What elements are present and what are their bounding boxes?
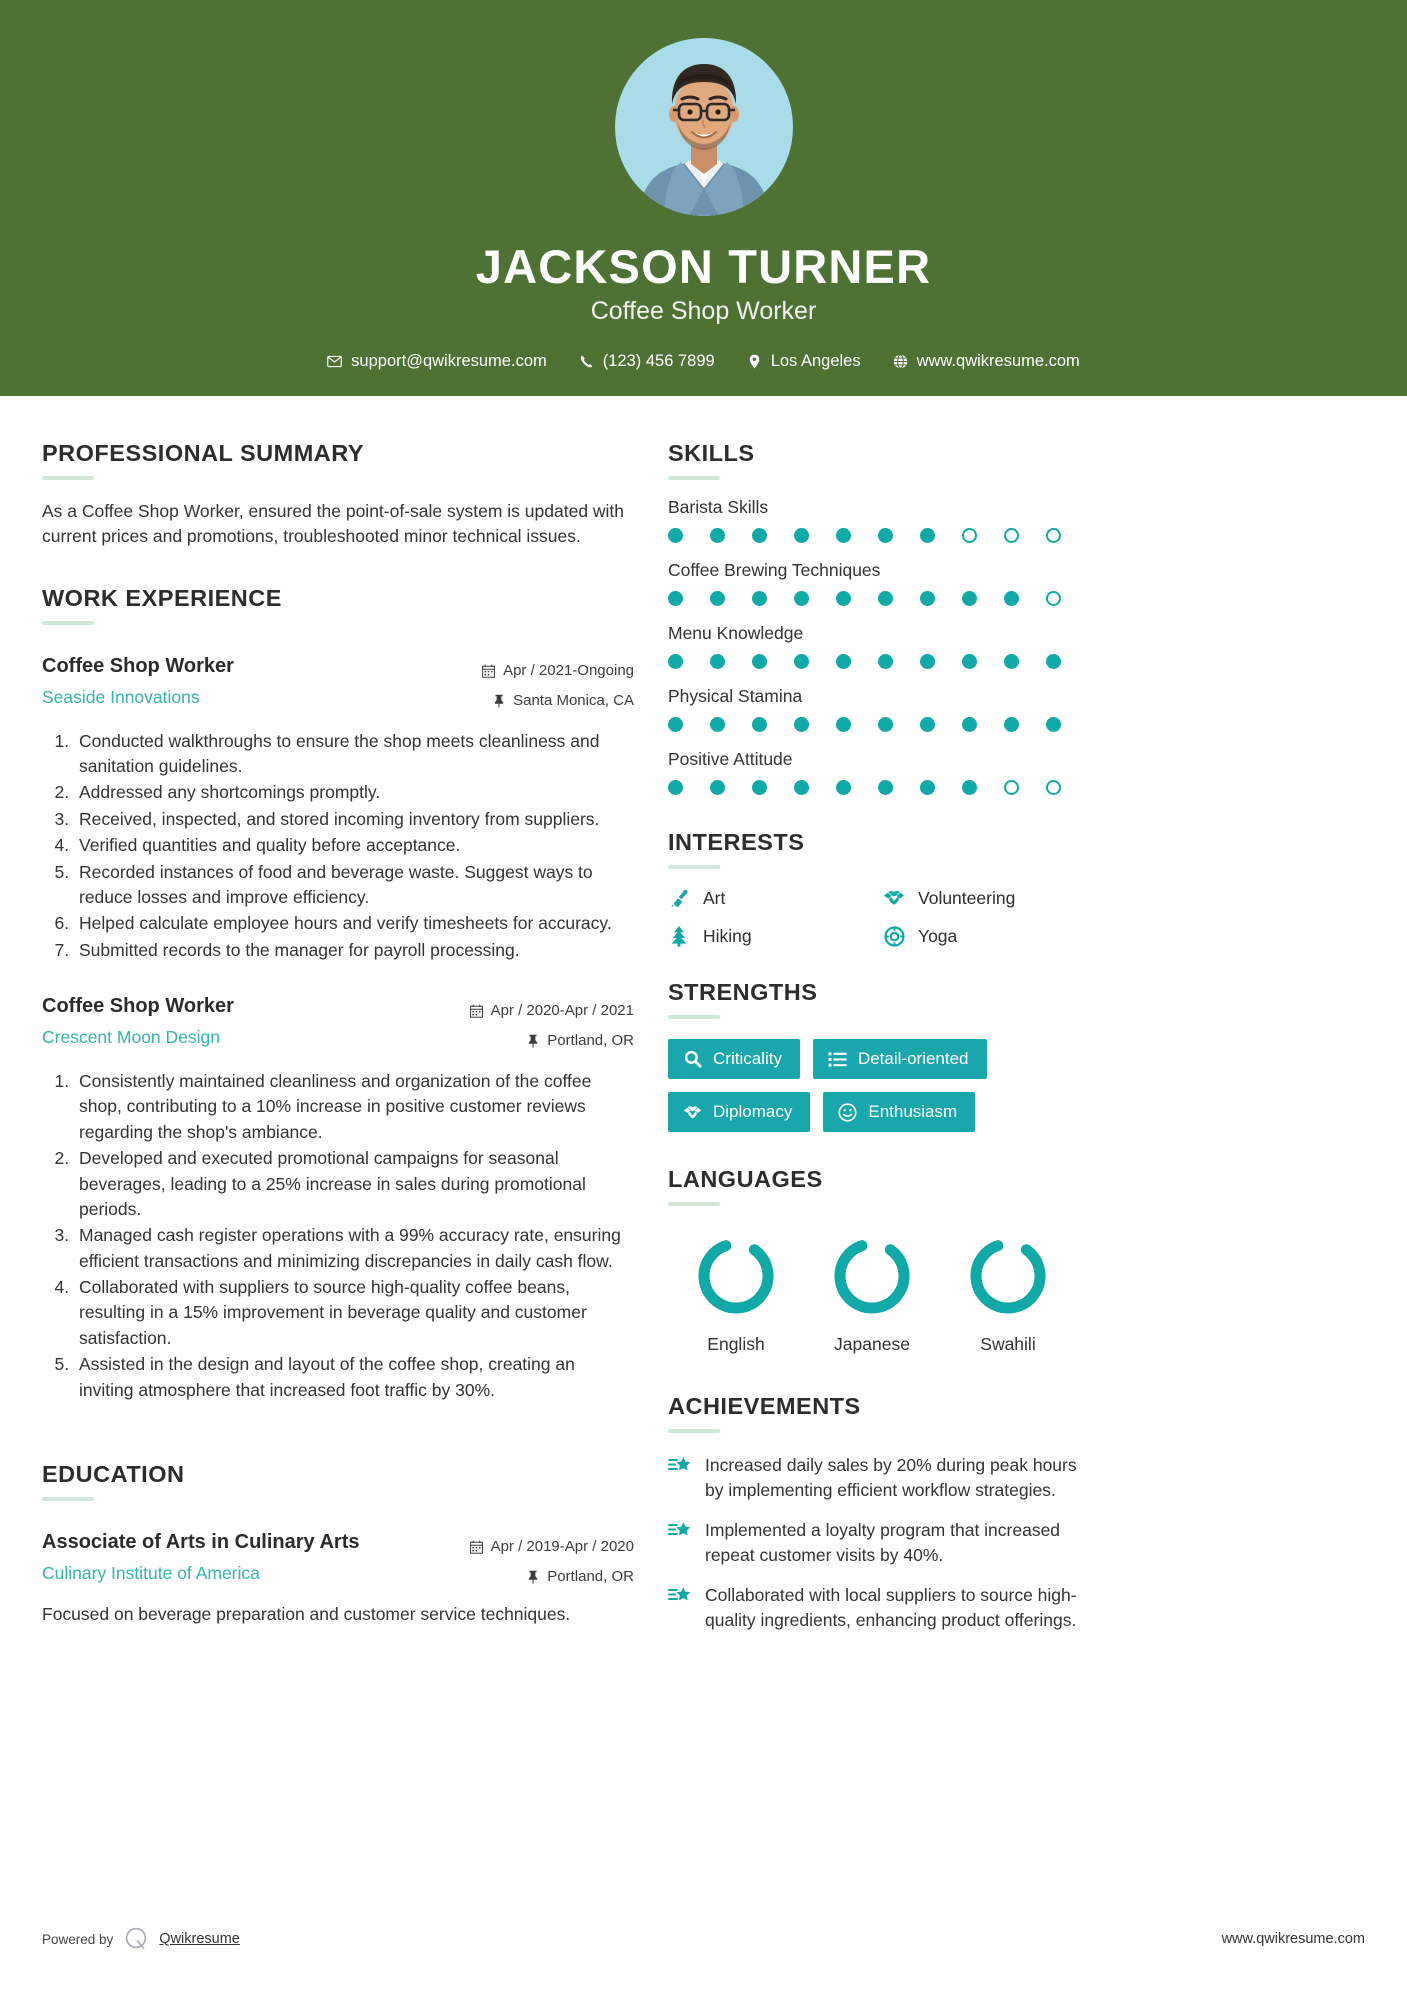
footer-powered-by xyxy=(42,1926,240,1952)
rating-dot-filled xyxy=(878,591,893,606)
strengths-list xyxy=(668,1039,1088,1132)
rating-dot-filled xyxy=(752,654,767,669)
paintbrush-icon xyxy=(668,887,690,909)
job-company[interactable]: Crescent Moon Design xyxy=(42,1027,220,1048)
achievement-text: Collaborated with local suppliers to source high-quality ingredients, enhancing product offerings. xyxy=(705,1585,1077,1630)
job-bullets xyxy=(42,1069,634,1403)
avatar xyxy=(615,38,793,216)
list-item: 7. Submitted records to the manager for payroll processing. xyxy=(74,938,634,963)
rating-dot-filled xyxy=(878,528,893,543)
interest-label: Yoga xyxy=(918,925,958,946)
rating-dot-filled xyxy=(794,528,809,543)
job-role: Coffee Shop Worker xyxy=(42,654,234,677)
rating-dot-filled xyxy=(668,591,683,606)
language-label: English xyxy=(707,1334,765,1354)
strength-label: Detail-oriented xyxy=(857,1049,969,1068)
section-skills xyxy=(668,440,1088,795)
rating-dot-filled xyxy=(878,654,893,669)
education-entry xyxy=(42,1529,634,1627)
section-rule xyxy=(42,476,94,480)
qwikresume-logo-icon xyxy=(123,1926,149,1952)
rating-dot-empty xyxy=(1046,528,1061,543)
job-date-text: Apr / 2020-Apr / 2021 xyxy=(490,1002,634,1020)
interest-label: Art xyxy=(703,887,726,908)
achievement-text: Increased daily sales by 20% during peak hours by implementing efficient workflow strategies. xyxy=(705,1455,1077,1500)
section-heading: PROFESSIONAL SUMMARY xyxy=(42,440,365,466)
rating-dot-filled xyxy=(668,654,683,669)
right-column xyxy=(668,440,1088,1648)
rating-dot-filled xyxy=(710,528,725,543)
contact-phone-text: (123) 456 7899 xyxy=(602,352,715,371)
list-item: 3. Received, inspected, and stored incoming inventory from suppliers. xyxy=(74,807,634,832)
contact-website-text: www.qwikresume.com xyxy=(916,352,1080,371)
language-ring xyxy=(692,1232,780,1320)
job-date xyxy=(470,996,634,1026)
rating-dot-empty xyxy=(962,528,977,543)
languages-list xyxy=(668,1232,1088,1355)
rating-dot-filled xyxy=(668,780,683,795)
globe-icon xyxy=(893,354,908,369)
rating-dot-filled xyxy=(1004,654,1019,669)
summary-text: As a Coffee Shop Worker, ensured the point-of-sale system is updated with current prices and promotions, troubleshooted minor technical issues. xyxy=(42,501,625,546)
skill-rating xyxy=(668,591,1088,606)
footer-powered-label: Powered by xyxy=(42,1931,114,1947)
rating-dot-filled xyxy=(836,591,851,606)
skill-name: Menu Knowledge xyxy=(668,623,804,643)
section-heading: WORK EXPERIENCE xyxy=(42,584,282,611)
strength-label: Diplomacy xyxy=(713,1102,793,1121)
page-title: JACKSON TURNER xyxy=(475,240,932,293)
list-item: 2. Developed and executed promotional campaigns for seasonal beverages, leading to a 25% increase in sales during promotional periods. xyxy=(74,1146,634,1222)
work-entry xyxy=(42,993,634,1403)
skill-rating xyxy=(668,654,1088,669)
section-achievements xyxy=(668,1393,1088,1632)
skill-name: Barista Skills xyxy=(668,497,769,517)
education-school[interactable]: Culinary Institute of America xyxy=(42,1562,260,1583)
skill-item xyxy=(668,623,1088,669)
section-heading: STRENGTHS xyxy=(668,979,818,1005)
strength-badge-diplomacy xyxy=(668,1092,810,1132)
section-rule xyxy=(668,865,720,869)
rating-dot-filled xyxy=(668,717,683,732)
skill-item xyxy=(668,560,1088,606)
avatar-photo xyxy=(615,38,793,216)
contact-website[interactable] xyxy=(877,352,1096,371)
rating-dot-filled xyxy=(836,654,851,669)
rating-dot-filled xyxy=(878,780,893,795)
section-rule xyxy=(668,1429,720,1433)
calendar-icon xyxy=(470,1540,483,1554)
education-date-text: Apr / 2019-Apr / 2020 xyxy=(490,1537,634,1555)
language-item xyxy=(668,1232,804,1355)
resume-header xyxy=(0,0,1407,396)
left-column xyxy=(42,440,634,1648)
achievement-text: Implemented a loyalty program that increased repeat customer visits by 40%. xyxy=(705,1520,1061,1565)
footer-brand-link[interactable]: Qwikresume xyxy=(159,1931,240,1947)
tree-icon xyxy=(668,925,690,947)
interest-item-art xyxy=(668,887,873,909)
interest-label: Volunteering xyxy=(918,887,1016,908)
rating-dot-filled xyxy=(962,717,977,732)
section-education xyxy=(42,1461,634,1627)
rating-dot-filled xyxy=(962,591,977,606)
strength-label: Enthusiasm xyxy=(868,1102,958,1121)
rating-dot-filled xyxy=(710,591,725,606)
contact-location xyxy=(731,352,877,371)
calendar-icon xyxy=(482,664,495,678)
pushpin-icon xyxy=(526,1570,539,1584)
rating-dot-filled xyxy=(920,654,935,669)
interests-grid xyxy=(668,887,1088,947)
language-ring xyxy=(964,1232,1052,1320)
section-heading: LANGUAGES xyxy=(668,1166,823,1192)
rating-dot-filled xyxy=(962,654,977,669)
star-badge-icon xyxy=(668,1455,692,1479)
list-item: 1. Consistently maintained cleanliness and organization of the coffee shop, contributing to a 10% increase in positive customer reviews regarding the shop's ambiance. xyxy=(74,1069,634,1145)
rating-dot-filled xyxy=(794,717,809,732)
section-rule xyxy=(668,1202,720,1206)
job-company[interactable]: Seaside Innovations xyxy=(42,686,200,707)
strength-badge-detail-oriented xyxy=(813,1039,987,1079)
rating-dot-filled xyxy=(752,780,767,795)
rating-dot-filled xyxy=(794,780,809,795)
strength-label: Criticality xyxy=(713,1049,782,1068)
job-location-text: Santa Monica, CA xyxy=(513,691,634,709)
section-work-experience xyxy=(42,585,634,1403)
interest-label: Hiking xyxy=(703,925,752,946)
handshake-icon xyxy=(683,1103,702,1122)
rating-dot-filled xyxy=(710,717,725,732)
rating-dot-empty xyxy=(1004,780,1019,795)
list-item: 3. Managed cash register operations with a 99% accuracy rate, ensuring efficient transactions and minimizing discrepancies in daily cash flow. xyxy=(74,1223,634,1274)
education-degree: Associate of Arts in Culinary Arts xyxy=(42,1530,360,1553)
pushpin-icon xyxy=(492,694,505,708)
interest-item-volunteering xyxy=(883,887,1088,909)
rating-dot-empty xyxy=(1046,591,1061,606)
skill-rating xyxy=(668,528,1088,543)
job-location xyxy=(470,1026,634,1056)
star-badge-icon xyxy=(668,1520,692,1544)
job-location-text: Portland, OR xyxy=(547,1032,634,1050)
job-bullets xyxy=(42,729,634,963)
section-interests xyxy=(668,829,1088,947)
list-item: 6. Helped calculate employee hours and verify timesheets for accuracy. xyxy=(74,911,634,936)
work-entry xyxy=(42,653,634,963)
rating-dot-filled xyxy=(752,717,767,732)
rating-dot-filled xyxy=(668,528,683,543)
rating-dot-filled xyxy=(752,591,767,606)
language-label: Swahili xyxy=(980,1334,1036,1354)
rating-dot-filled xyxy=(920,528,935,543)
contact-email-text: support@qwikresume.com xyxy=(351,352,547,371)
list-icon xyxy=(828,1050,847,1069)
language-item xyxy=(940,1232,1076,1355)
smiley-icon xyxy=(838,1103,857,1122)
rating-dot-filled xyxy=(1004,717,1019,732)
interest-item-yoga xyxy=(883,925,1088,947)
rating-dot-filled xyxy=(1046,717,1061,732)
rating-dot-filled xyxy=(920,717,935,732)
list-item: 5. Recorded instances of food and beverage waste. Suggest ways to reduce losses and improve efficiency. xyxy=(74,860,634,911)
pushpin-icon xyxy=(526,1034,539,1048)
contact-email[interactable] xyxy=(311,352,563,371)
contact-phone[interactable] xyxy=(563,352,731,371)
interest-item-hiking xyxy=(668,925,873,947)
language-ring xyxy=(828,1232,916,1320)
rating-dot-filled xyxy=(920,591,935,606)
resume-footer xyxy=(0,1926,1407,1952)
star-badge-icon xyxy=(668,1585,692,1609)
rating-dot-empty xyxy=(1004,528,1019,543)
education-description: Focused on beverage preparation and customer service techniques. xyxy=(42,1603,571,1624)
skill-name: Physical Stamina xyxy=(668,686,803,706)
handshake-icon xyxy=(883,887,905,909)
search-icon xyxy=(683,1050,702,1069)
rating-dot-filled xyxy=(878,717,893,732)
mail-icon xyxy=(327,354,342,369)
skill-item xyxy=(668,686,1088,732)
language-item xyxy=(804,1232,940,1355)
list-item: 5. Assisted in the design and layout of the coffee shop, creating an inviting atmosphere that increased foot traffic by 30%. xyxy=(74,1352,634,1403)
contact-location-text: Los Angeles xyxy=(770,352,861,371)
strength-badge-criticality xyxy=(668,1039,800,1079)
rating-dot-filled xyxy=(710,780,725,795)
section-heading: ACHIEVEMENTS xyxy=(668,1393,861,1419)
rating-dot-filled xyxy=(836,780,851,795)
list-item: 4. Collaborated with suppliers to source high-quality coffee beans, resulting in a 15% improvement in beverage quality and customer satisfaction. xyxy=(74,1275,634,1351)
skill-name: Positive Attitude xyxy=(668,749,793,769)
education-location-text: Portland, OR xyxy=(547,1567,634,1585)
footer-website[interactable]: www.qwikresume.com xyxy=(1221,1931,1365,1947)
rating-dot-filled xyxy=(710,654,725,669)
rating-dot-filled xyxy=(920,780,935,795)
skill-rating xyxy=(668,780,1088,795)
language-label: Japanese xyxy=(834,1334,910,1354)
rating-dot-empty xyxy=(1046,780,1061,795)
section-languages xyxy=(668,1166,1088,1355)
strength-badge-enthusiasm xyxy=(823,1092,975,1132)
header-job-title: Coffee Shop Worker xyxy=(590,297,817,326)
rating-dot-filled xyxy=(1046,654,1061,669)
section-rule xyxy=(668,476,720,480)
rating-dot-filled xyxy=(1004,591,1019,606)
list-item: 2. Addressed any shortcomings promptly. xyxy=(74,780,634,805)
skill-name: Coffee Brewing Techniques xyxy=(668,560,881,580)
job-date-text: Apr / 2021-Ongoing xyxy=(503,661,634,679)
achievement-item xyxy=(668,1518,1088,1567)
resume-body xyxy=(0,396,1407,1648)
section-rule xyxy=(668,1015,720,1019)
education-date xyxy=(470,1532,634,1562)
section-professional-summary xyxy=(42,440,634,549)
skill-rating xyxy=(668,717,1088,732)
rating-dot-filled xyxy=(794,654,809,669)
rating-dot-filled xyxy=(752,528,767,543)
contact-row xyxy=(0,352,1407,371)
rating-dot-filled xyxy=(836,717,851,732)
job-date xyxy=(482,656,634,686)
list-item: 1. Conducted walkthroughs to ensure the shop meets cleanliness and sanitation guidelines. xyxy=(74,729,634,780)
job-location xyxy=(482,686,634,716)
education-location xyxy=(470,1562,634,1592)
skill-item xyxy=(668,497,1088,543)
lifebuoy-icon xyxy=(883,925,905,947)
section-heading: EDUCATION xyxy=(42,1460,185,1487)
skill-item xyxy=(668,749,1088,795)
section-rule xyxy=(42,1497,94,1501)
calendar-icon xyxy=(470,1004,483,1018)
pin-icon xyxy=(747,354,762,369)
section-rule xyxy=(42,621,94,625)
achievement-item xyxy=(668,1583,1088,1632)
section-heading: INTERESTS xyxy=(668,829,805,855)
rating-dot-filled xyxy=(794,591,809,606)
list-item: 4. Verified quantities and quality before acceptance. xyxy=(74,833,634,858)
section-strengths xyxy=(668,979,1088,1132)
job-role: Coffee Shop Worker xyxy=(42,995,234,1018)
rating-dot-filled xyxy=(836,528,851,543)
achievements-list xyxy=(668,1453,1088,1632)
section-heading: SKILLS xyxy=(668,440,755,466)
achievement-item xyxy=(668,1453,1088,1502)
phone-icon xyxy=(579,354,594,369)
rating-dot-filled xyxy=(962,780,977,795)
